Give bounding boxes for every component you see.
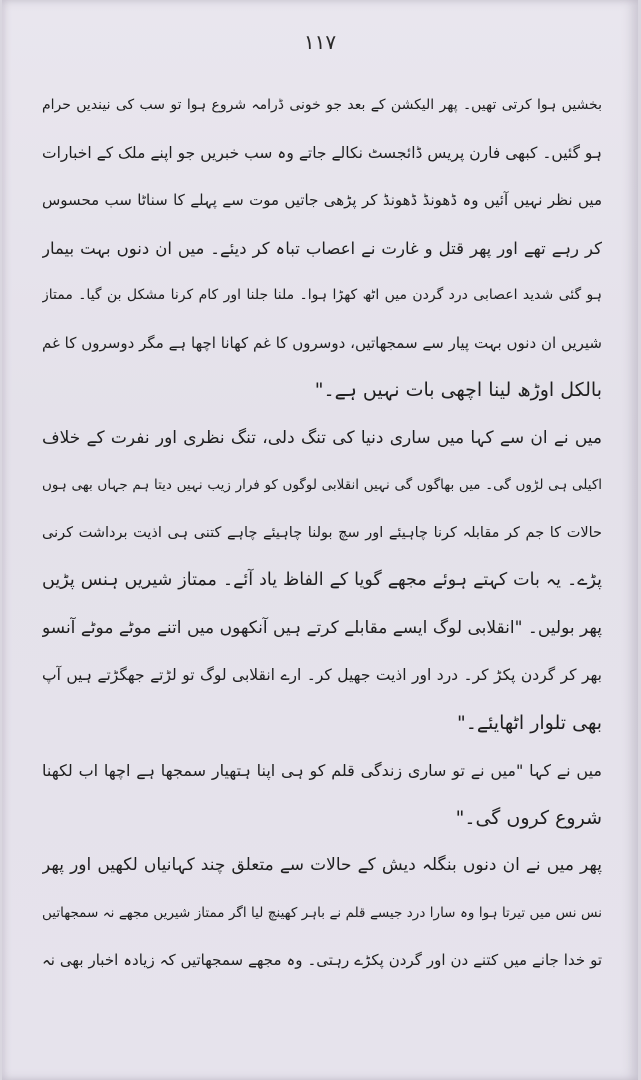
text-line: ہو گئی شدید اعصابی درد گردن میں اٹھ کھڑا ہوا۔ ملنا جلنا اور کام کرنا مشکل بن گیا۔ ممتاز: [42, 287, 602, 303]
book-page: [2, 0, 638, 1080]
text-line: شروع کروں گی۔": [455, 806, 602, 829]
text-line: پھر بولیں۔ "انقلابی لوگ ایسے مقابلے کرتے ہیں آنکھوں میں اتنے موٹے موٹے آنسو: [42, 617, 602, 638]
text-line: حالات کا جم کر مقابلہ کرنا چاہیئے اور سچ بولنا چاہیئے چاہے کتنی ہی اذیت برداشت کرنی: [42, 524, 602, 541]
text-line: میں نظر نہیں آئیں وہ ڈھونڈ ڈھونڈ کر پڑھی جاتیں موت سے پہلے کا سناٹا سب محسوس: [42, 191, 602, 209]
text-line: شیریں ان دنوں بہت پیار سے سمجھاتیں، دوسروں کا غم کھانا اچھا ہے مگر دوسروں کا غم: [42, 333, 602, 352]
text-line: نس نس میں تیرتا ہوا وہ سارا درد جیسے قلم نے باہر کھینچ لیا اگر ممتاز شیریں مجھے نہ سمجھاتیں: [42, 904, 602, 921]
text-line: بھر کر گردن پکڑ کر۔ درد اور اذیت جھیل کر۔ ارے انقلابی لوگ تو لڑتے جھگڑتے ہیں آپ: [42, 666, 602, 684]
text-line: پھر میں نے ان دنوں بنگلہ دیش کے حالات سے متعلق چند کہانیاں لکھیں اور پھر: [42, 855, 602, 875]
page-body-text: [42, 82, 602, 985]
text-line: تو خدا جانے میں کتنے دن اور گردن پکڑے رہتی۔ وہ مجھے سمجھاتیں کہ زیادہ اخبار بھی نہ: [42, 951, 602, 969]
text-line: میں نے ان سے کہا میں ساری دنیا کی تنگ دلی، تنگ نظری اور نفرت کے خلاف: [42, 427, 602, 448]
text-line: بھی تلوار اٹھایئے۔": [457, 711, 602, 734]
text-line: ہو گئیں۔ کبھی فارن پریس ڈائجسٹ نکالے جاتے وہ سب خبریں جو اپنے ملک کے اخبارات: [42, 143, 602, 162]
page-number: ۱۱۷: [303, 30, 337, 54]
text-line: میں نے کہا "میں نے تو ساری زندگی قلم کو ہی اپنا ہتھیار سمجھا ہے اچھا اب لکھنا: [42, 761, 602, 780]
text-line: پڑے۔ یہ بات کہتے ہوئے مجھے گویا کے الفاظ یاد آئے۔ ممتاز شیریں ہنس پڑیں: [42, 570, 602, 590]
text-line: بالکل اوڑھ لینا اچھی بات نہیں ہے۔": [314, 379, 602, 401]
text-line: بخشیں ہوا کرتی تھیں۔ پھر الیکشن کے بعد جو خونی ڈرامہ شروع ہوا تو سب کی نیندیں حرام: [42, 97, 602, 113]
text-line: اکیلی ہی لڑوں گی۔ میں بھاگوں گی نہیں انقلابی لوگوں کو فرار زیب نہیں دیتا ہم جہاں بھی ہوں: [42, 477, 602, 493]
text-line: کر رہے تھے اور پھر قتل و غارت نے اعصاب تباہ کر دیئے۔ میں ان دنوں بہت بیمار: [42, 238, 602, 258]
